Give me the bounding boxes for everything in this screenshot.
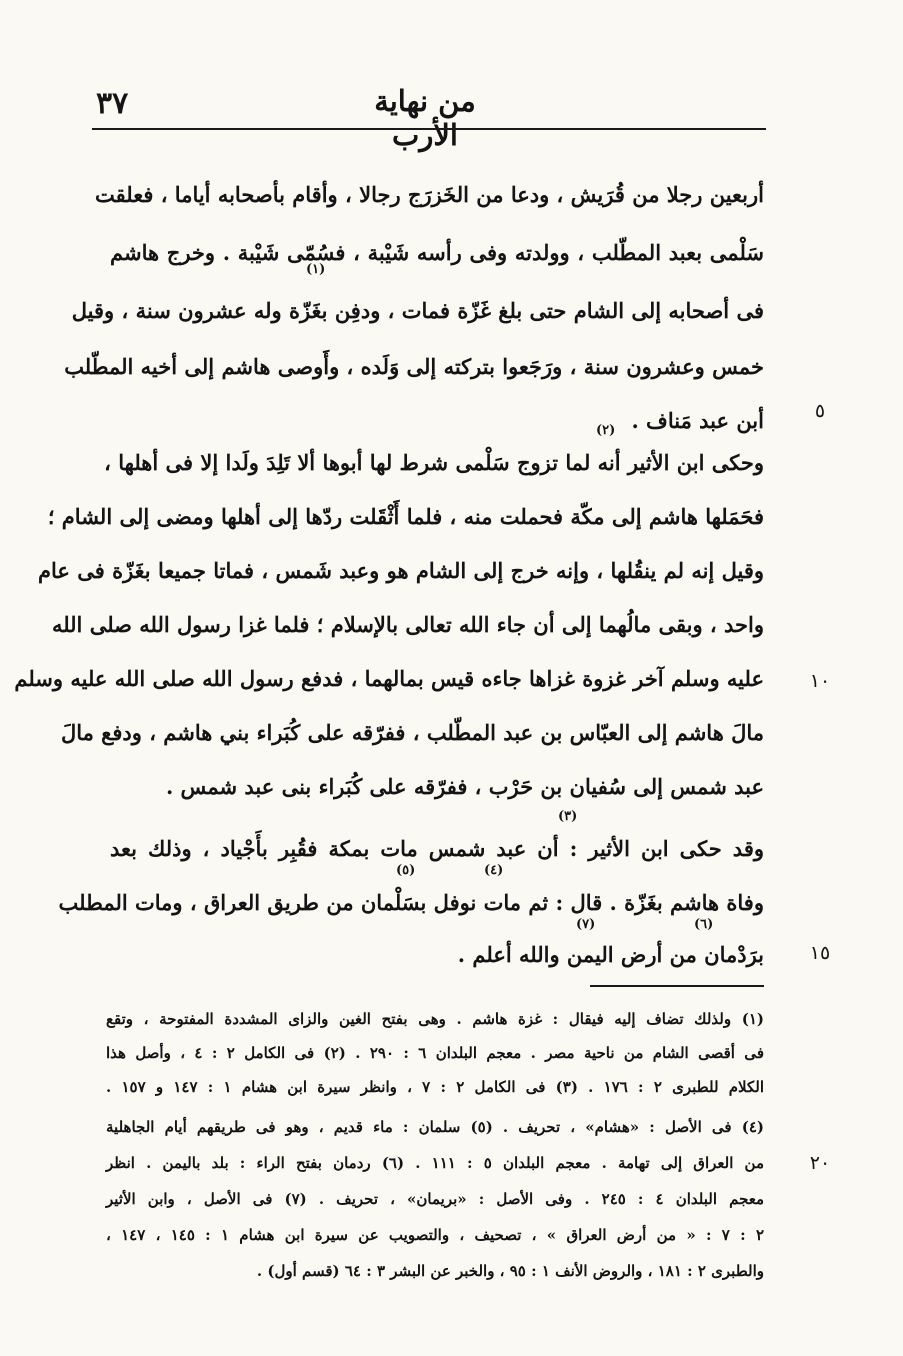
body-line: وقيل إنه لم ينقُلها ، وإنه خرج إلى الشام هو وعبد شَمس ، فماتا جميعا بغَزّة فى عام bbox=[37, 558, 764, 583]
body-line: واحد ، وبقى مالُهما إلى أن جاء الله تعالى بالإسلام ؛ فلما غزا رسول الله صلى الله bbox=[51, 612, 764, 637]
running-title: من نهاية الأرب bbox=[374, 84, 476, 152]
body-line: وفاة هاشم بغَزّة . قال : ثم مات نوفل بسَلْمان من طريق العراق ، ومات المطلب bbox=[58, 890, 764, 915]
body-line: وحكى ابن الأثير أنه لما تزوج سَلْمى شرط لها أبوها ألا تَلِدَ ولَدا إلا فى أهلها ، bbox=[104, 450, 764, 475]
body-line: فى أصحابه إلى الشام حتى بلغ غَزّة فمات ، ودفِن بغَزّة وله عشرون سنة ، وقيل bbox=[71, 298, 764, 323]
body-line: مالَ هاشم إلى العبّاس بن عبد المطّلب ، ففرّقه على كُبَراء بني هاشم ، ودفع مالَ bbox=[60, 720, 764, 745]
body-line: عبد شمس إلى سُفيان بن حَرْب ، ففرّقه على كُبَراء بنى عبد شمس . bbox=[165, 774, 764, 799]
body-line: أبن عبد مَناف . bbox=[631, 408, 764, 433]
line-number: ٢٠ bbox=[809, 1152, 831, 1174]
body-line: سَلْمى بعبد المطّلب ، وولدته وفى رأسه شَيْبة ، فسُمّى شَيْبة . وخرج هاشم bbox=[110, 240, 764, 265]
footnote-marker: (٣) bbox=[558, 809, 578, 824]
footnote-line: فى أقصى الشام من ناحية مصر . معجم البلدان ٦ : ٢٩٠ . (٢) فى الكامل ٢ : ٤ ، وأصل هذا bbox=[106, 1044, 764, 1062]
footnote-rule bbox=[590, 985, 764, 987]
footnote-line: من العراق إلى تهامة . معجم البلدان ٥ : ١١١ . (٦) ردمان بفتح الراء : بلد باليمن . انظر bbox=[106, 1154, 764, 1172]
footnote-line: ٢ : ٧ : « من أرض العراق » ، تصحيف ، والتصويب عن سيرة ابن هشام ١ : ١٤٥ ، ١٤٧ ، bbox=[106, 1226, 765, 1244]
footnote-marker: (٦) bbox=[694, 917, 714, 932]
body-line: عليه وسلم آخر غزوة غزاها جاءه قيس بمالهما ، فدفع رسول الله صلى الله عليه وسلم bbox=[14, 666, 764, 691]
line-number: ١٠ bbox=[809, 670, 831, 692]
body-line: برَدْمان من أرض اليمن والله أعلم . bbox=[457, 942, 764, 967]
footnote-line: معجم البلدان ٤ : ٢٤٥ . وفى الأصل : «بريمان» ، تحريف . (٧) فى الأصل ، وابن الأثير bbox=[106, 1190, 765, 1208]
body-line: خمس وعشرون سنة ، ورَجَعوا بتركته إلى وَلَده ، وأَوصى هاشم إلى أخيه المطّلب bbox=[64, 354, 764, 379]
body-line: أربعين رجلا من قُرَيش ، ودعا من الخَزرَج رجالا ، وأقام بأصحابه أياما ، فعلقت bbox=[95, 182, 764, 207]
body-line: فحَمَلها هاشم إلى مكّة فحملت منه ، فلما أَثْقَلت ردّها إلى أهلها ومضى إلى الشام ؛ bbox=[47, 504, 764, 529]
footnote-line: (١) ولذلك تضاف إليه فيقال : غزة هاشم . وهى بفتح الغين والزاى المشددة المفتوحة ، وتقع bbox=[106, 1010, 764, 1028]
footnote-line: والطبرى ٢ : ١٨١ ، والروض الأنف ١ : ٩٥ ، والخبر عن البشر ٣ : ٦٤ (قسم أول) . bbox=[256, 1262, 764, 1280]
header-rule bbox=[92, 128, 766, 130]
footnote-marker: (١) bbox=[306, 262, 326, 277]
footnote-marker: (٤) bbox=[484, 863, 504, 878]
footnote-marker: (٧) bbox=[576, 917, 596, 932]
line-number: ١٥ bbox=[809, 942, 831, 964]
footnote-marker: (٥) bbox=[396, 863, 416, 878]
footnote-line: (٤) فى الأصل : «هشام» ، تحريف . (٥) سلمان : ماء قديم ، وهو فى طريقهم أيام الجاهلية bbox=[106, 1118, 764, 1136]
page-number: ٣٧ bbox=[96, 86, 129, 121]
body-line: وقد حكى ابن الأثير : أن عبد شمس مات بمكة فقُبِر بأَجْياد ، وذلك بعد bbox=[110, 836, 764, 861]
footnote-marker: (٢) bbox=[596, 423, 616, 438]
line-number: ٥ bbox=[814, 400, 826, 422]
footnote-line: الكلام للطبرى ٢ : ١٧٦ . (٣) فى الكامل ٢ : ٧ ، وانظر سيرة ابن هشام ١ : ١٤٧ و ١٥٧ . bbox=[106, 1078, 765, 1096]
